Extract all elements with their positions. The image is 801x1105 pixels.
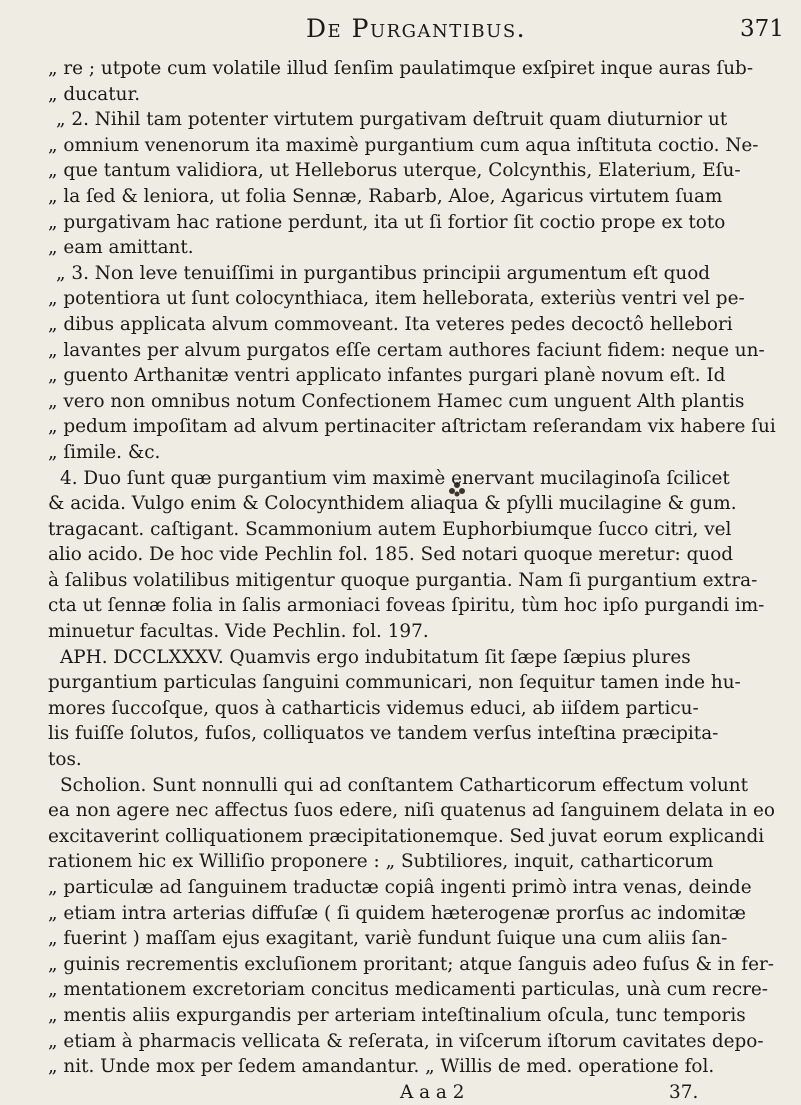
scholion-heading-line: Scholion. Sunt nonnulli qui ad conſtantem Catharticorum effectum volunt bbox=[60, 774, 749, 796]
text-line: „ dibus applicata alvum commoveant. Ita veteres pedes decoctô hellebori bbox=[48, 313, 733, 335]
text-line: excitaverint colliquationem præcipitationemque. Sed juvat eorum explicandi bbox=[48, 825, 765, 847]
text-line: „ particulæ ad ſanguinem traductæ copiâ ingenti primò intra venas, deinde bbox=[48, 877, 752, 898]
text-line: „ ducatur. bbox=[48, 83, 141, 105]
text-line: „ re ; utpote cum volatile illud ſenſim paulatimque exſpiret inque auras ſub- bbox=[48, 58, 754, 79]
text-line: „ purgativam hac ratione perdunt, ita ut ſi fortior ſit coctio prope ex toto bbox=[48, 211, 726, 233]
text-line: rationem hic ex Williſio proponere : „ Subtiliores, inquit, catharticorum bbox=[48, 851, 714, 873]
text-line: cta ut ſennæ folia in ſalis armoniaci foveas ſpiritu, tùm hoc ipſo purgandi im- bbox=[48, 595, 765, 617]
aphorism-heading-line: APH. DCCLXXXV. Quamvis ergo indubitatum ſit ſæpe ſæpius plures bbox=[60, 646, 691, 668]
text-line: purgantium particulas ſanguini communicari, non ſequitur tamen inde hu- bbox=[48, 672, 741, 694]
text-line: tos. bbox=[48, 749, 82, 771]
text-line: lis fuiſſe ſolutos, fuſos, colliquatos ve tandem verſus inteſtina præcipita- bbox=[48, 723, 719, 745]
text-line: „ guinis recrementis excluſionem proritant; atque ſanguis adeo fuſus & in fer- bbox=[48, 953, 774, 975]
text-line: „ mentis aliis expurgandis per arteriam inteſtinalium oſcula, tunc temporis bbox=[48, 1004, 746, 1026]
text-line: „ guento Arthanitæ ventri applicato infantes purgari planè novum eſt. Id bbox=[48, 365, 726, 387]
text-line: mores ſuccoſque, quos à catharticis videmus educi, ab iiſdem particu- bbox=[48, 697, 699, 719]
text-line: „ omnium venenorum ita maximè purgantium cum aqua inſtituta coctio. Ne- bbox=[48, 134, 759, 156]
text-line: „ nit. Unde mox per ſedem amandantur. „ Willis de med. operatione fol. bbox=[48, 1056, 715, 1078]
text-line: „ 2. Nihil tam potenter virtutem purgativam deſtruit quam diuturnior ut bbox=[56, 109, 728, 131]
text-line: tragacant. caſtigant. Scammonium autem Euphorbiumque ſucco citri, vel bbox=[48, 518, 732, 540]
text-line: „ eam amittant. bbox=[48, 237, 194, 259]
text-line: „ vero non omnibus notum Confectionem Hamec cum unguent Alth plantis bbox=[48, 390, 745, 412]
text-line: „ etiam intra arterias diffuſæ ( ſi quidem hæterogenæ prorſus ac indomitæ bbox=[48, 902, 746, 924]
text-line: 4. Duo ſunt quæ purgantium vim maximè enervant mucilaginoſa ſcilicet bbox=[60, 467, 730, 489]
text-line: ea non agere nec affectus ſuos edere, niſi quatenus ad ſanguinem delata in eo bbox=[48, 800, 775, 822]
text-line: „ mentationem excretoriam concitus medicamenti particulas, unà cum recre- bbox=[48, 979, 769, 1001]
text-line: „ la ſed & leniora, ut folia Sennæ, Rabarb, Aloe, Agaricus virtutem ſuam bbox=[48, 185, 723, 207]
text-line: „ potentiora ut ſunt colocynthiaca, item helleborata, exteriùs ventri vel pe- bbox=[48, 288, 745, 310]
text-line: „ pedum impoſitam ad alvum pertinaciter aſtrictam reſerandam vix habere ſui bbox=[48, 416, 776, 438]
text-line: „ 3. Non leve tenuiſſimi in purgantibus principii argumentum eſt quod bbox=[56, 262, 711, 284]
text-line: „ que tantum validiora, ut Helleborus uterque, Colcynthis, Elaterium, Eſu- bbox=[48, 160, 741, 182]
text-line: à ſalibus volatilibus mitigentur quoque purgantia. Nam ſi purgantium extra- bbox=[48, 569, 758, 591]
signature-catchword-line: A a a 2 37. bbox=[400, 1081, 699, 1103]
text-line: „ ſimile. &c. bbox=[48, 441, 161, 463]
text-line: „ fuerint ) maſſam ejus exagitant, variè fundunt ſuique una cum aliis ſan- bbox=[48, 928, 728, 950]
text-line: alio acido. De hoc vide Pechlin fol. 185. Sed notari quoque meretur: quod bbox=[48, 544, 734, 566]
text-line: & acida. Vulgo enim & Colocynthidem aliaqua & pſylli mucilagine & gum. bbox=[48, 493, 737, 515]
running-title: De Purgantibus. bbox=[306, 14, 527, 43]
body-text bbox=[48, 56, 788, 1105]
page-number: 371 bbox=[740, 16, 784, 42]
text-line: minuetur facultas. Vide Pechlin. fol. 197. bbox=[48, 621, 429, 643]
text-line: „ lavantes per alvum purgatos eſſe certam authores faciunt fidem: neque un- bbox=[48, 339, 765, 361]
page-header bbox=[0, 10, 801, 50]
text-line: „ etiam à pharmacis vellicata & reſerata, in viſcerum iſtorum cavitates depo- bbox=[48, 1030, 764, 1052]
